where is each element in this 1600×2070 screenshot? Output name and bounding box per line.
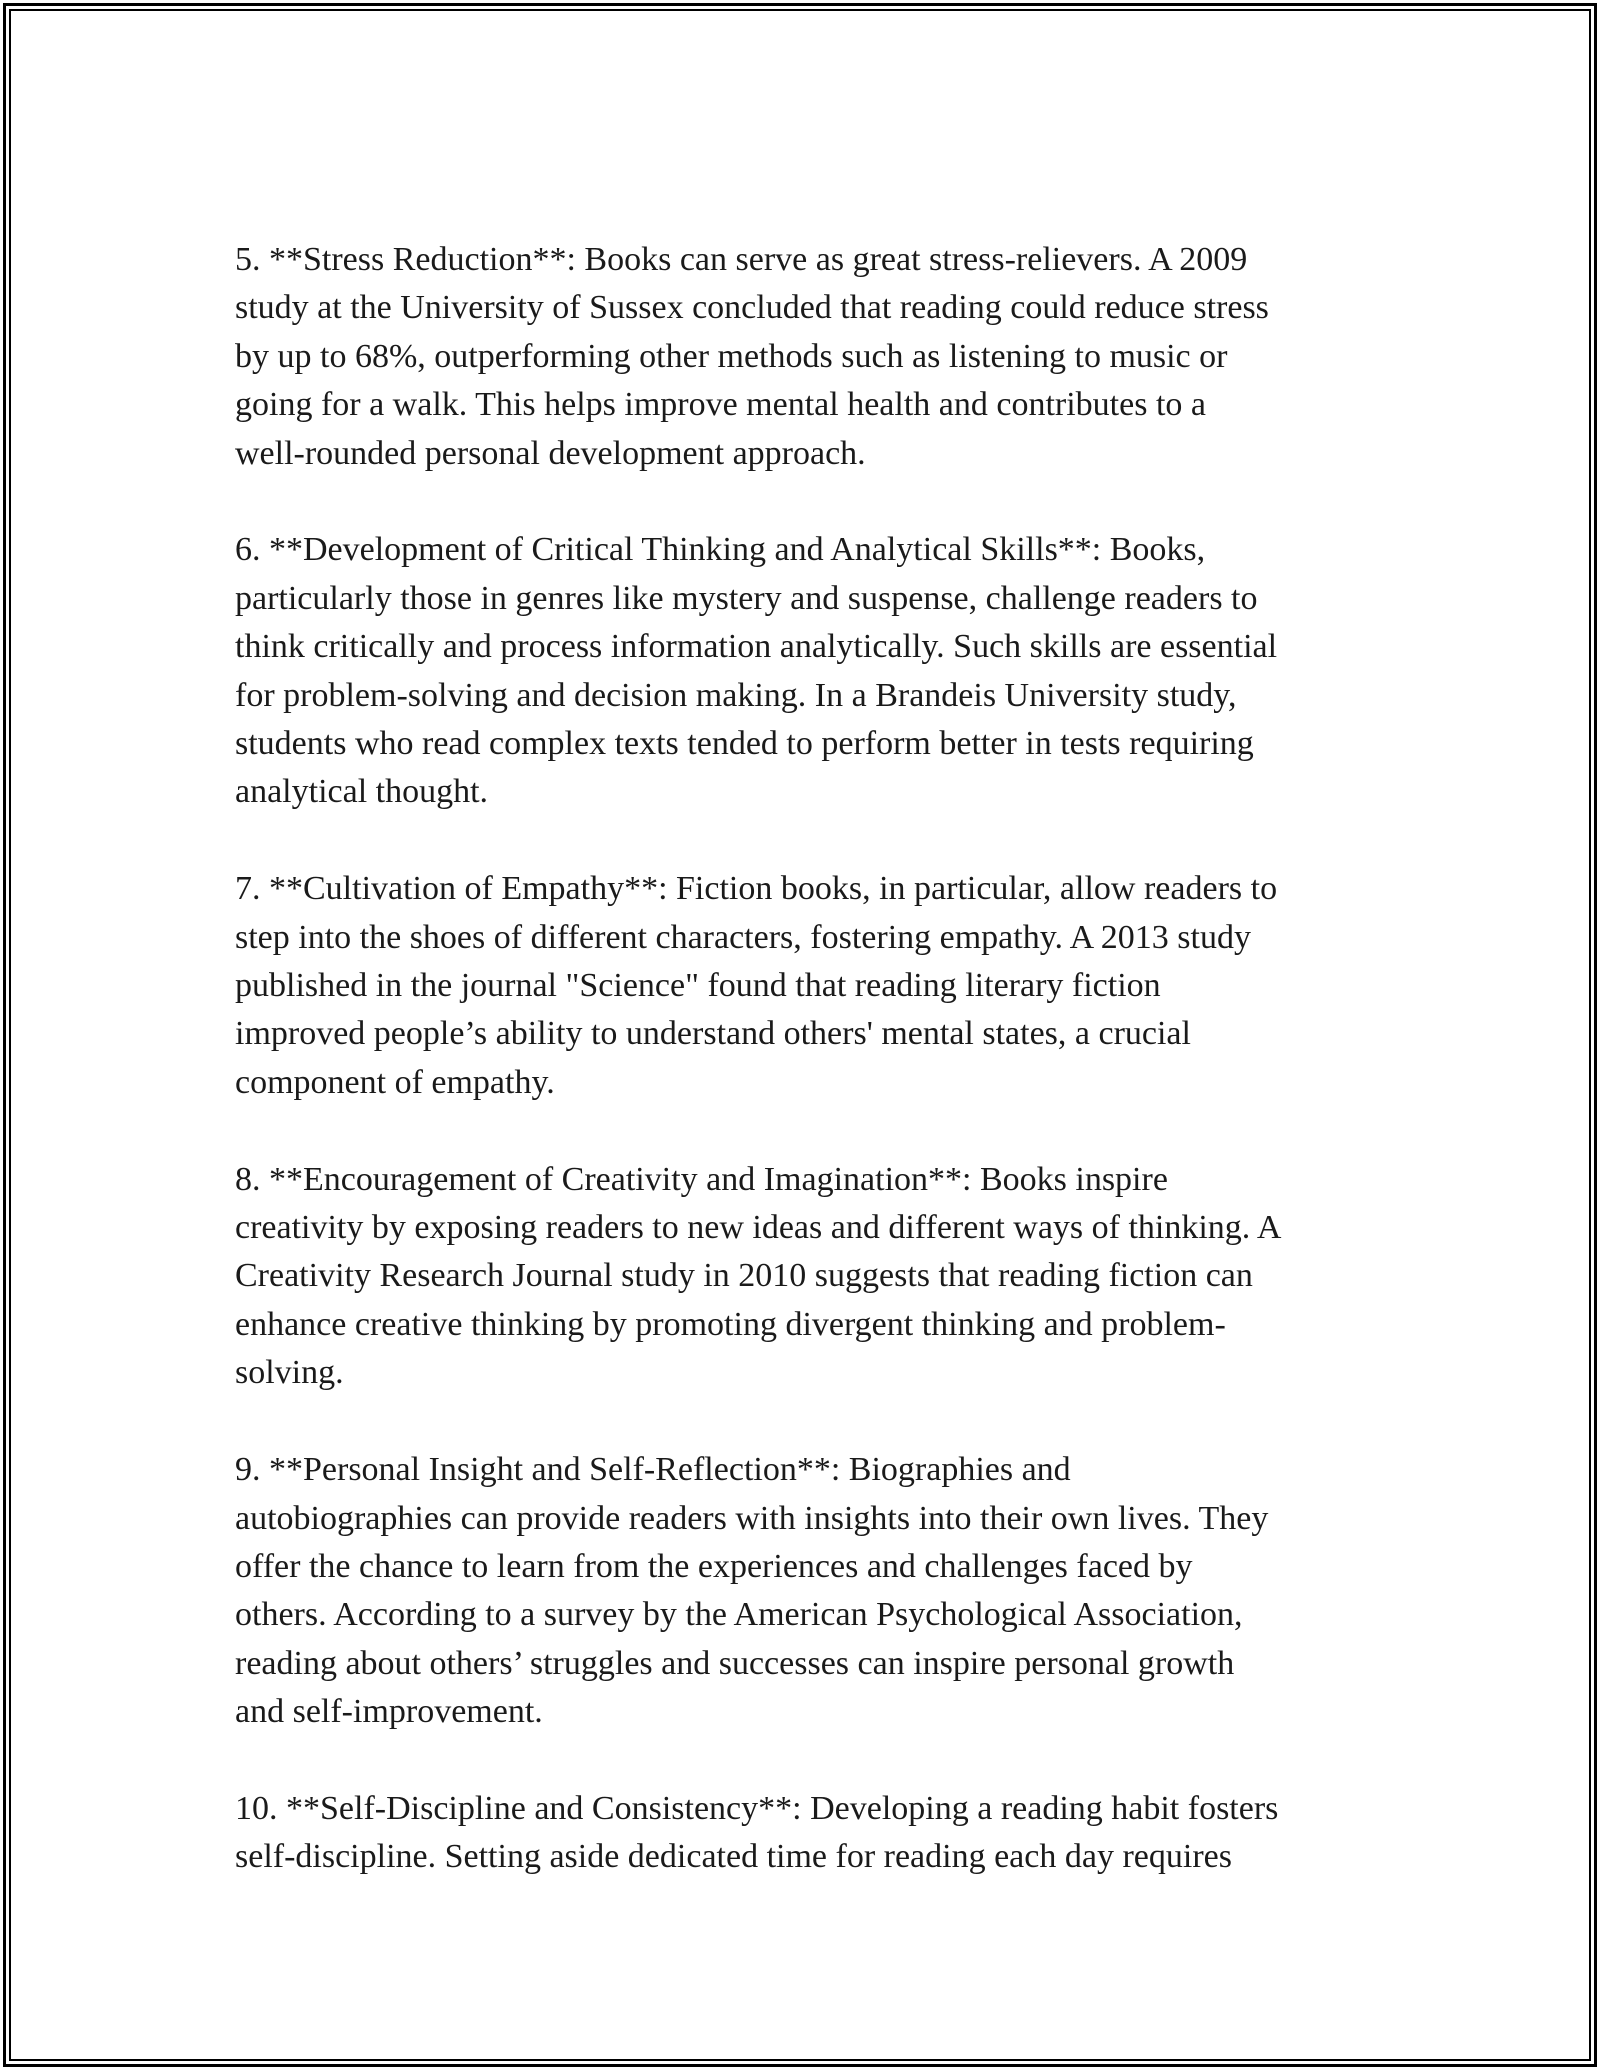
text-line: going for a walk. This helps improve mental health and contributes to a	[235, 386, 1206, 424]
paragraph-creativity	[235, 1156, 1375, 1398]
text-line: 10. **Self-Discipline and Consistency**: Developing a reading habit fosters	[235, 1789, 1279, 1827]
text-line: by up to 68%, outperforming other methods such as listening to music or	[235, 337, 1228, 375]
text-line: component of empathy.	[235, 1063, 555, 1101]
text-line: others. According to a survey by the American Psychological Association,	[235, 1596, 1243, 1634]
text-line: improved people’s ability to understand others' mental states, a crucial	[235, 1015, 1191, 1053]
paragraph-critical-thinking	[235, 526, 1375, 816]
text-line: 8. **Encouragement of Creativity and Imagination**: Books inspire	[235, 1160, 1168, 1198]
document-body	[235, 236, 1375, 1882]
paragraph-empathy	[235, 865, 1375, 1107]
text-line: 5. **Stress Reduction**: Books can serve as great stress-relievers. A 2009	[235, 241, 1248, 278]
paragraph-self-reflection	[235, 1446, 1375, 1736]
text-line: 9. **Personal Insight and Self-Reflection**: Biographies and	[235, 1451, 1071, 1489]
text-line: step into the shoes of different characters, fostering empathy. A 2013 study	[235, 918, 1251, 956]
text-line: 6. **Development of Critical Thinking and Analytical Skills**: Books,	[235, 531, 1206, 569]
text-line: reading about others’ struggles and successes can inspire personal growth	[235, 1644, 1235, 1682]
text-line: particularly those in genres like mystery and suspense, challenge readers to	[235, 579, 1258, 617]
text-line: well-rounded personal development approach.	[235, 434, 866, 472]
paragraph-self-discipline	[235, 1785, 1375, 1882]
text-line: 7. **Cultivation of Empathy**: Fiction books, in particular, allow readers to	[235, 870, 1278, 908]
text-line: self-discipline. Setting aside dedicated time for reading each day requires	[235, 1838, 1232, 1876]
text-line: think critically and process information analytically. Such skills are essential	[235, 628, 1278, 666]
text-line: study at the University of Sussex concluded that reading could reduce stress	[235, 289, 1269, 327]
text-line: solving.	[235, 1354, 344, 1392]
text-line: Creativity Research Journal study in 2010 suggests that reading fiction can	[235, 1257, 1253, 1295]
text-line: published in the journal "Science" found that reading literary fiction	[235, 967, 1161, 1005]
text-line: creativity by exposing readers to new ideas and different ways of thinking. A	[235, 1209, 1282, 1247]
text-line: autobiographies can provide readers with insights into their own lives. They	[235, 1499, 1269, 1537]
text-line: students who read complex texts tended to perform better in tests requiring	[235, 725, 1254, 763]
text-line: enhance creative thinking by promoting divergent thinking and problem-	[235, 1305, 1226, 1343]
text-line: analytical thought.	[235, 773, 489, 811]
paragraph-stress-reduction	[235, 236, 1375, 478]
text-line: and self-improvement.	[235, 1693, 543, 1731]
text-line: offer the chance to learn from the experiences and challenges faced by	[235, 1547, 1193, 1585]
text-line: for problem-solving and decision making. In a Brandeis University study,	[235, 676, 1237, 714]
